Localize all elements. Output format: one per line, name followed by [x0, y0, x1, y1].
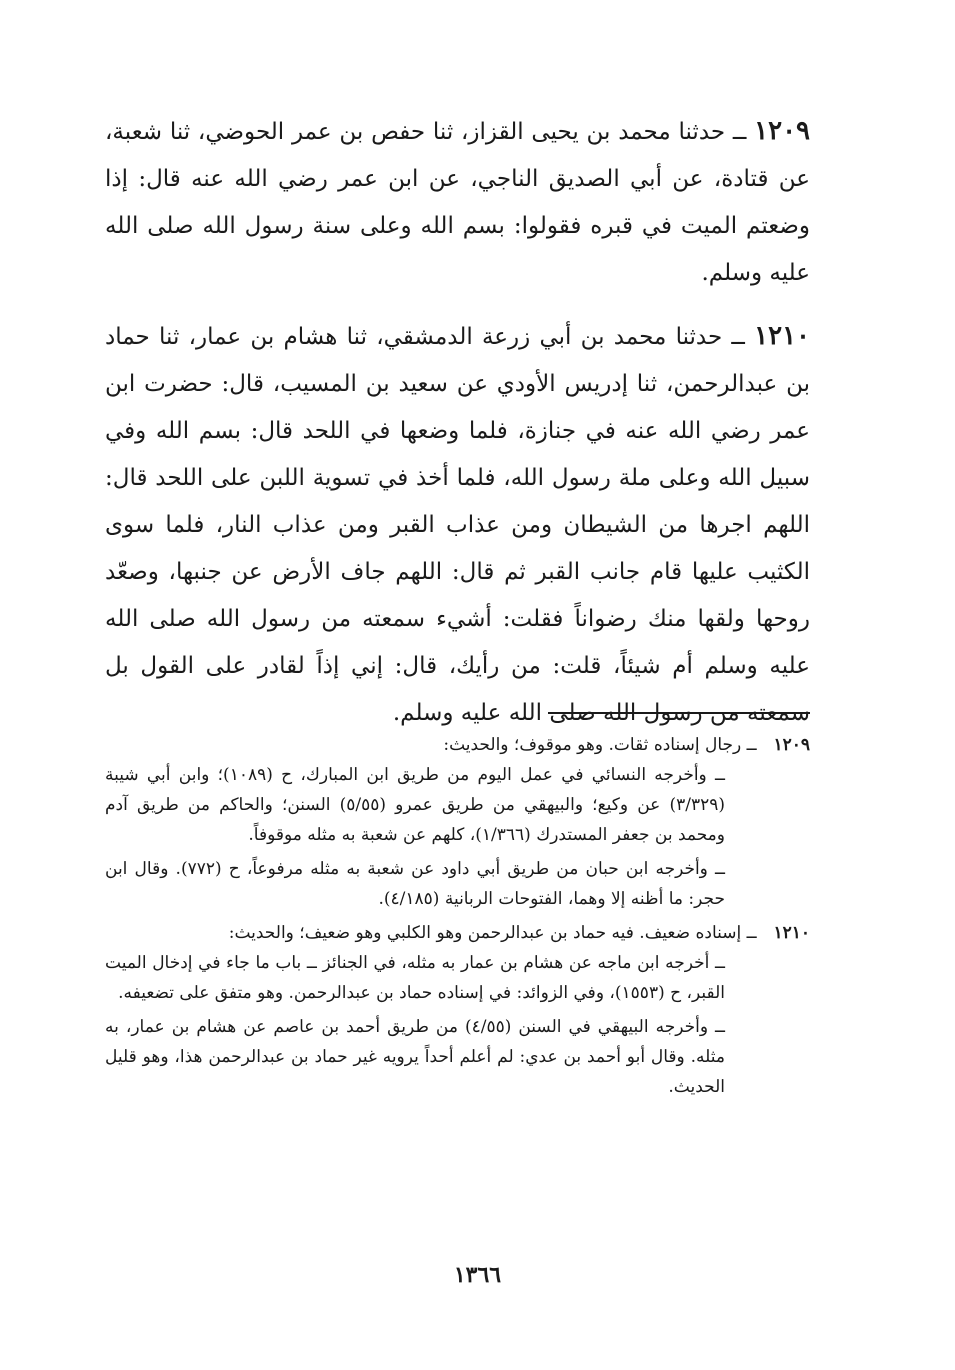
footnote-item: ــ أخرجه ابن ماجه عن هشام بن عمار به مثله، في الجنائز ــ باب ما جاء في إدخال الميت القبر، ح (١٥٥٣)، وفي الزوائد: في إسناده حماد بن عبدالرحمن. وهو متفق على تضعيفه. — [105, 953, 725, 1003]
main-text — [105, 108, 810, 753]
hadith-number: ١٢١٠ — [754, 321, 810, 351]
footnote-separator — [548, 712, 810, 714]
footnote-1209 — [105, 730, 810, 914]
page-number: ١٣٦٦ — [453, 1262, 502, 1288]
footnote-item: ــ وأخرجه ابن حبان من طريق أبي داود عن شعبة به مثله مرفوعاً، ح (٧٧٢). وقال ابن حجر: ما أظنه إلا وهما، الفتوحات الربانية (٤/١٨٥). — [105, 859, 725, 909]
footnote-head — [105, 730, 810, 760]
footnote-head — [105, 918, 810, 948]
footnote-number: ١٢٠٩ — [773, 735, 810, 755]
hadith-text: ــ حدثنا محمد بن يحيى القزاز، ثنا حفص بن عمر الحوضي، ثنا شعبة، عن قتادة، عن أبي الصديق الناجي، عن ابن عمر رضي الله عنه قال: إذا وضعتم الميت في قبره فقولوا: بسم الله وعلى سنة رسول الله صلى الله عليه وسلم. — [105, 119, 810, 286]
footnote-item: ــ وأخرجه النسائي في عمل اليوم من طريق ابن المبارك، ح (١٠٨٩)؛ وابن أبي شيبة (٣/٣٢٩) عن وكيع؛ والبيهقي من طريق عمرو (٥/٥٥) السنن؛ والحاكم من طريق آدم ومحمد بن جعفر المستدرك (١/٣٦٦)، كلهم عن شعبة به مثله موقوفاً. — [105, 765, 725, 845]
footnotes — [105, 730, 810, 1106]
footnote-head-text: ــ إسناده ضعيف. فيه حماد بن عبدالرحمن وهو الكلبي وهو ضعيف؛ والحديث: — [228, 923, 757, 943]
hadith-1209 — [105, 108, 810, 297]
hadith-text: ــ حدثنا محمد بن أبي زرعة الدمشقي، ثنا هشام بن عمار، ثنا حماد بن عبدالرحمن، ثنا إدريس الأودي عن سعيد بن المسيب، قال: حضرت ابن عمر رضي الله عنه في جنازة، فلما وضعها في اللحد قال: بسم الله وفي سبيل الله وعلى ملة رسول الله، فلما أخذ في تسوية اللبن على اللحد قال: اللهم اجرها من الشيطان ومن عذاب القبر ومن عذاب النار، فلما سوى الكثيب عليها قام جانب القبر ثم قال: اللهم جاف الأرض عن جنبها، وصعّد روحها ولقها منك رضواناً فقلت: أشيء سمعته من رسول الله صلى الله عليه وسلم أم شيئاً، قلت: من رأيك، قال: إني إذاً لقادر على القول بل سمعته من رسول الله صلى الله عليه وسلم. — [105, 324, 810, 726]
footnote-1210 — [105, 918, 810, 1102]
footnote-head-text: ــ رجال إسناده ثقات. وهو موقوف؛ والحديث: — [443, 735, 757, 755]
hadith-1210 — [105, 313, 810, 737]
hadith-number: ١٢٠٩ — [754, 116, 810, 146]
footnote-item: ــ وأخرجه البيهقي في السنن (٤/٥٥) من طريق أحمد بن عاصم عن هشام بن عمار، به مثله. وقال أبو أحمد بن عدي: لم أعلم أحداً يرويه غير حماد بن عبدالرحمن هذا، وهو قليل الحديث. — [105, 1017, 725, 1097]
footnote-number: ١٢١٠ — [773, 923, 810, 943]
